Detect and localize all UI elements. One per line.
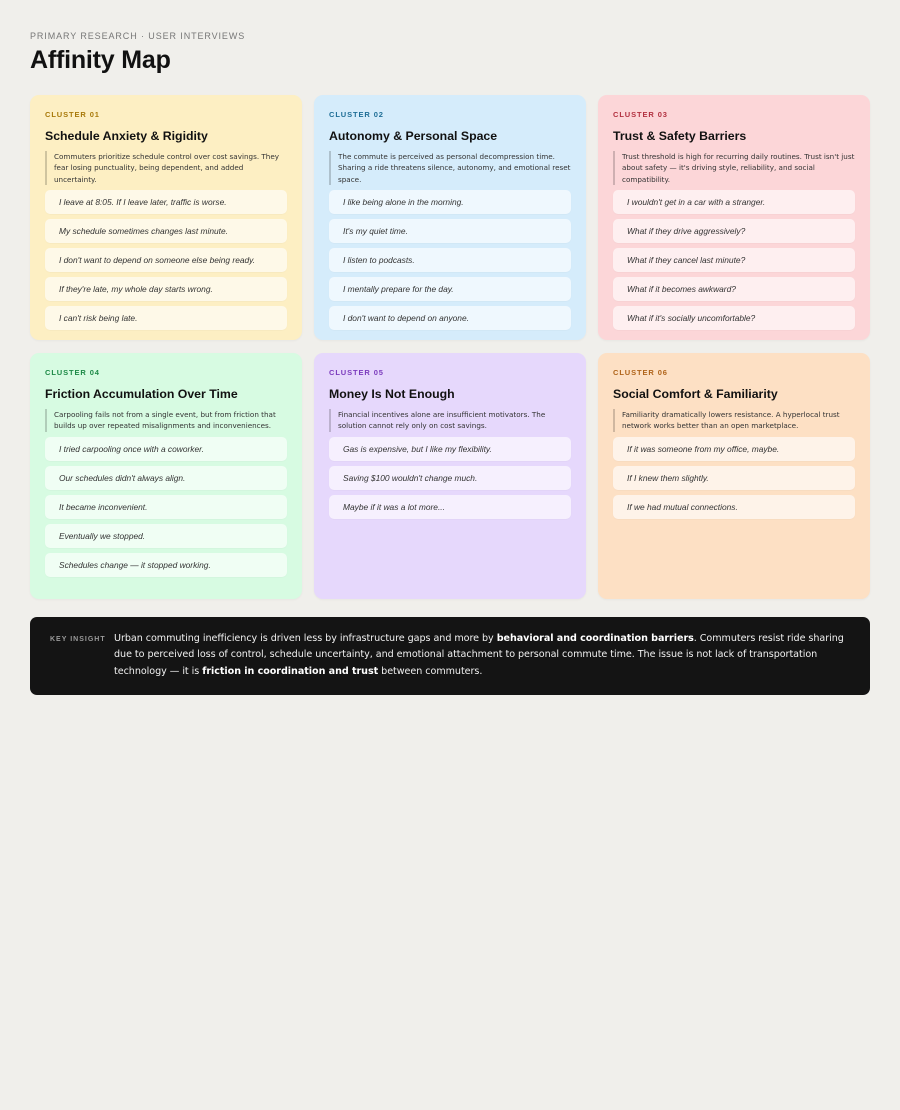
quote-sticky-note: If it was someone from my office, maybe. — [613, 437, 855, 461]
cluster-title: Social Comfort & Familiarity — [613, 387, 778, 401]
insight-bold-part: behavioral and coordination barriers — [496, 633, 694, 644]
quote-sticky-note: I wouldn't get in a car with a stranger. — [613, 190, 855, 214]
cluster-description: Trust threshold is high for recurring daily routines. Trust isn't just about safety — it's driving style, reliability, and social compatibility. — [613, 151, 855, 185]
quote-sticky-note: It's my quiet time. — [329, 219, 571, 243]
cluster-grid — [30, 95, 870, 599]
quote-sticky-note: What if they cancel last minute? — [613, 248, 855, 272]
quote-sticky-note: What if it becomes awkward? — [613, 277, 855, 301]
cluster-label: CLUSTER 05 — [329, 368, 384, 377]
cluster-title: Autonomy & Personal Space — [329, 129, 498, 143]
quote-sticky-note: What if they drive aggressively? — [613, 219, 855, 243]
quote-sticky-note: Gas is expensive, but I like my flexibility. — [329, 437, 571, 461]
quote-sticky-note: If we had mutual connections. — [613, 495, 855, 519]
quote-sticky-note: It became inconvenient. — [45, 495, 287, 519]
quote-sticky-note: I don't want to depend on someone else being ready. — [45, 248, 287, 272]
quote-sticky-note: I tried carpooling once with a coworker. — [45, 437, 287, 461]
cluster-label: CLUSTER 01 — [45, 110, 100, 119]
cluster-description: Carpooling fails not from a single event, but from friction that builds up over repeated misalignments and inconveniences. — [45, 409, 287, 432]
cluster-description: Familiarity dramatically lowers resistance. A hyperlocal trust network works better than an open marketplace. — [613, 409, 855, 432]
cluster-card — [314, 95, 586, 340]
quote-sticky-note: I mentally prepare for the day. — [329, 277, 571, 301]
cluster-card — [314, 353, 586, 599]
cluster-card — [30, 353, 302, 599]
quote-sticky-note: Saving $100 wouldn't change much. — [329, 466, 571, 490]
quote-sticky-note: Schedules change — it stopped working. — [45, 553, 287, 577]
quote-list — [613, 437, 855, 519]
quote-sticky-note: I don't want to depend on anyone. — [329, 306, 571, 330]
cluster-label: CLUSTER 02 — [329, 110, 384, 119]
cluster-title: Trust & Safety Barriers — [613, 129, 747, 143]
quote-sticky-note: Eventually we stopped. — [45, 524, 287, 548]
insight-text-part: between commuters. — [378, 665, 483, 677]
quote-sticky-note: I like being alone in the morning. — [329, 190, 571, 214]
page-header — [30, 30, 245, 75]
quote-list — [613, 190, 855, 330]
cluster-label: CLUSTER 03 — [613, 110, 668, 119]
page-eyebrow: PRIMARY RESEARCH · USER INTERVIEWS — [30, 31, 246, 41]
cluster-card — [598, 353, 870, 599]
quote-sticky-note: Maybe if it was a lot more... — [329, 495, 571, 519]
insight-text-part: . Commuters resist ride sharing due to perceived loss of control, schedule uncertainty, and emotional attachment to personal commute time. The issue is not lack of transportation technology — it is — [114, 633, 844, 677]
insight-text-part: Urban commuting inefficiency is driven less by infrastructure gaps and more by — [114, 633, 497, 644]
cluster-description: The commute is perceived as personal decompression time. Sharing a ride threatens silence, autonomy, and emotional reset space. — [329, 151, 571, 185]
insight-bold-part: friction in coordination and trust — [202, 665, 379, 677]
cluster-description: Commuters prioritize schedule control over cost savings. They fear losing punctuality, being dependent, and added uncertainty. — [45, 151, 287, 185]
cluster-label: CLUSTER 06 — [613, 368, 668, 377]
cluster-title: Schedule Anxiety & Rigidity — [45, 129, 208, 143]
quote-sticky-note: What if it's socially uncomfortable? — [613, 306, 855, 330]
cluster-title: Friction Accumulation Over Time — [45, 387, 238, 401]
cluster-description: Financial incentives alone are insufficient motivators. The solution cannot rely only on cost savings. — [329, 409, 571, 432]
cluster-label: CLUSTER 04 — [45, 368, 100, 377]
quote-list — [329, 437, 571, 519]
quote-list — [45, 437, 287, 577]
quote-sticky-note: If they're late, my whole day starts wrong. — [45, 277, 287, 301]
cluster-title: Money Is Not Enough — [329, 387, 455, 401]
quote-sticky-note: Our schedules didn't always align. — [45, 466, 287, 490]
key-insight-panel — [30, 617, 870, 695]
quote-sticky-note: My schedule sometimes changes last minute. — [45, 219, 287, 243]
quote-sticky-note: I can't risk being late. — [45, 306, 287, 330]
quote-list — [329, 190, 571, 330]
quote-sticky-note: If I knew them slightly. — [613, 466, 855, 490]
cluster-card — [30, 95, 302, 340]
key-insight-text — [114, 631, 850, 681]
quote-sticky-note: I listen to podcasts. — [329, 248, 571, 272]
page-title: Affinity Map — [30, 46, 171, 74]
quote-sticky-note: I leave at 8:05. If I leave later, traffic is worse. — [45, 190, 287, 214]
cluster-card — [598, 95, 870, 340]
quote-list — [45, 190, 287, 330]
key-insight-label: KEY INSIGHT — [50, 636, 106, 643]
